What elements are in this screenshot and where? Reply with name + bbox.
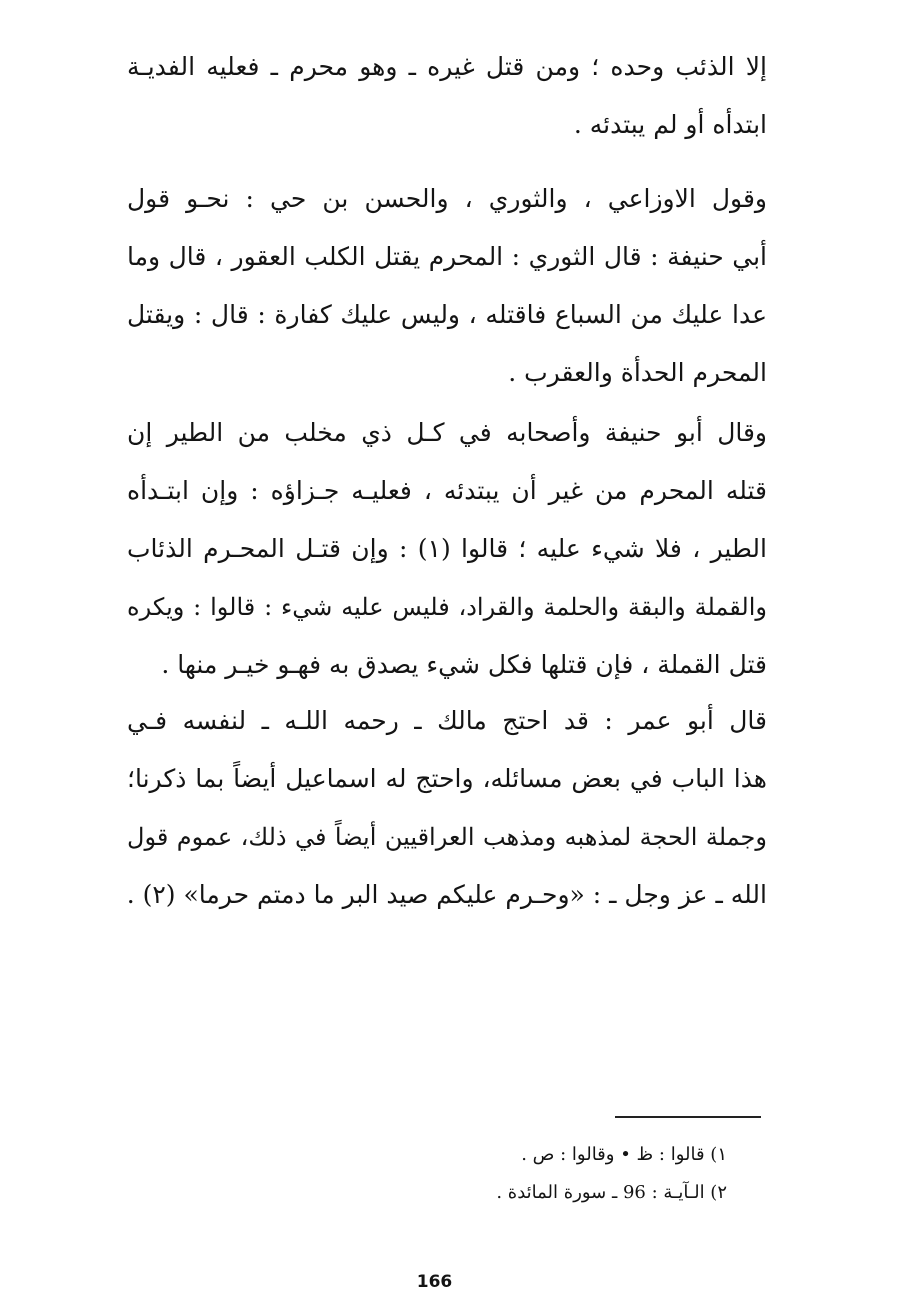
text-line: والقملة والبقة والحلمة والقراد، فليس عليه شيء : قالوا : ويكره <box>127 593 767 621</box>
paragraph-2 <box>127 170 767 402</box>
footnote-2: ٢) الـآيـة : 96 ـ سورة المائدة . <box>496 1182 727 1203</box>
text-line: أبي حنيفة : قال الثوري : المحرم يقتل الكلب العقور ، قال وما <box>127 242 767 271</box>
page-number: 166 <box>416 1272 453 1292</box>
text-line: عدا عليك من السباع فاقتله ، وليس عليك كفارة : قال : ويقتل <box>127 300 767 329</box>
text-line: الطير ، فلا شيء عليه ؛ قالوا (١) : وإن قتـل المحـرم الذئاب <box>127 534 767 563</box>
text-line: المحرم الحدأة والعقرب . <box>508 358 767 387</box>
text-line: وقول الاوزاعي ، والثوري ، والحسن بن حي : نحـو قول <box>127 184 767 213</box>
text-line: قال أبو عمر : قد احتج مالك ـ رحمه اللـه ـ لنفسه فـي <box>127 706 767 735</box>
text-line: الله ـ عز وجل ـ : «وحـرم عليكم صيد البر ما دمتم حرما» (٢) . <box>126 880 767 909</box>
paragraph-4 <box>127 692 767 924</box>
text-line: وقال أبو حنيفة وأصحابه في كـل ذي مخلب من الطير إن <box>127 418 767 447</box>
text-line: هذا الباب في بعض مسائله، واحتج له اسماعيل أيضاً بما ذكرنا؛ <box>127 764 767 793</box>
paragraph-1 <box>127 38 767 154</box>
text-line: إلا الذئب وحده ؛ ومن قتل غيره ـ وهو محرم ـ فعليه الفديـة <box>127 52 767 81</box>
text-line: قتل القملة ، فإن قتلها فكل شيء يصدق به فهـو خيـر منها . <box>161 650 767 679</box>
footnotes <box>227 1136 727 1212</box>
footnote-divider <box>615 1116 761 1118</box>
text-line: قتله المحرم من غير أن يبتدئه ، فعليـه جـزاؤه : وإن ابتـدأه <box>127 476 767 505</box>
paragraph-3 <box>127 404 767 694</box>
text-line: وجملة الحجة لمذهبه ومذهب العراقيين أيضاً في ذلك، عموم قول <box>127 823 767 851</box>
footnote-1: ١) قالوا : ظ • وقالوا : ص . <box>521 1144 727 1165</box>
text-line: ابتدأه أو لم يبتدئه . <box>573 110 767 139</box>
